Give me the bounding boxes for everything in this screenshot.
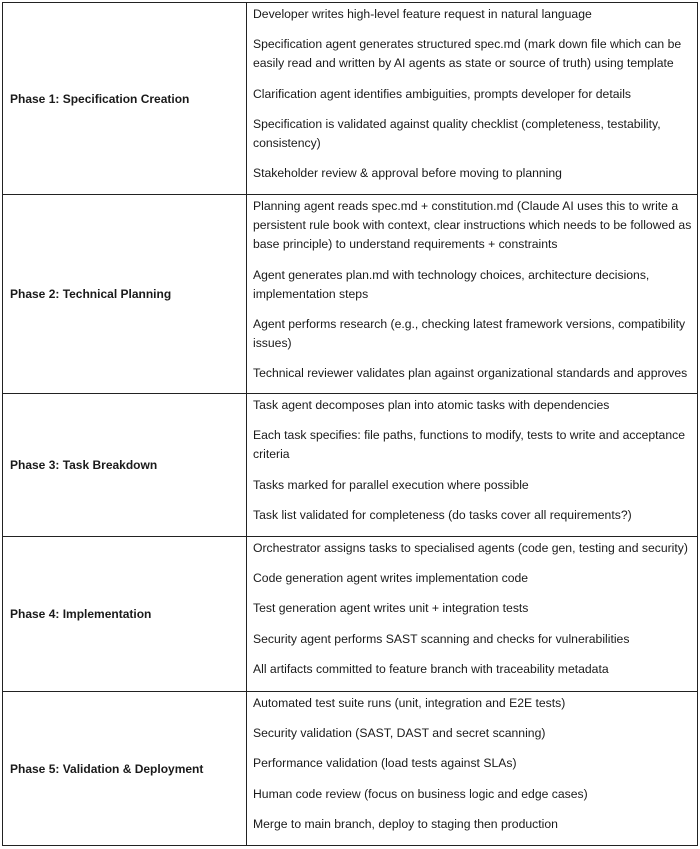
step: Code generation agent writes implementation code (253, 571, 529, 586)
phase-row-2 (3, 195, 698, 394)
step: Agent generates plan.md with technology choices, architecture decisions, implementation steps (253, 267, 650, 301)
step: Specification agent generates structured spec.md (mark down file which can be easily read and written by AI agents as state or source of truth) using template (253, 37, 682, 71)
step: Merge to main branch, deploy to staging then production (253, 816, 558, 831)
phase-title: Phase 3: Task Breakdown (3, 394, 247, 537)
phase-title: Phase 4: Implementation (3, 537, 247, 692)
phase-steps (247, 3, 698, 195)
step: Agent performs research (e.g., checking latest framework versions, compatibility issues) (253, 317, 686, 351)
phase-row-1 (3, 3, 698, 195)
step: Tasks marked for parallel execution where possible (253, 477, 529, 492)
step: Task agent decomposes plan into atomic tasks with dependencies (253, 398, 610, 412)
step: Specification is validated against quality checklist (completeness, testability, consistency) (253, 116, 661, 151)
step: Developer writes high-level feature request in natural language (253, 7, 592, 21)
step: Performance validation (load tests against SLAs) (253, 756, 517, 771)
phases-table (2, 2, 698, 846)
step: Each task specifies: file paths, functions to modify, tests to write and acceptance criteria (253, 428, 685, 462)
step: Security validation (SAST, DAST and secret scanning) (253, 726, 546, 741)
step: All artifacts committed to feature branch with traceability metadata (253, 661, 609, 676)
step: Technical reviewer validates plan against organizational standards and approves (253, 366, 688, 381)
step: Stakeholder review & approval before moving to planning (253, 166, 562, 181)
step: Task list validated for completeness (do tasks cover all requirements?) (253, 507, 632, 522)
phase-steps (247, 692, 698, 846)
phase-title: Phase 5: Validation & Deployment (3, 692, 247, 846)
phase-row-4 (3, 537, 698, 692)
step: Test generation agent writes unit + integration tests (253, 601, 529, 616)
phase-title: Phase 1: Specification Creation (3, 3, 247, 195)
phase-steps (247, 394, 698, 537)
step: Human code review (focus on business logic and edge cases) (253, 786, 588, 801)
phase-steps (247, 195, 698, 394)
step: Automated test suite runs (unit, integration and E2E tests) (253, 696, 566, 710)
step: Planning agent reads spec.md + constitution.md (Claude AI uses this to write a persistent rule book with context, clear instructions which needs to be followed as base principle) to understand requirements + constraints (253, 199, 692, 252)
step: Clarification agent identifies ambiguities, prompts developer for details (253, 86, 632, 101)
step: Security agent performs SAST scanning and checks for vulnerabilities (253, 631, 630, 646)
step: Orchestrator assigns tasks to specialised agents (code gen, testing and security) (253, 541, 688, 555)
phase-row-3 (3, 394, 698, 537)
phase-title: Phase 2: Technical Planning (3, 195, 247, 394)
phase-row-5 (3, 692, 698, 846)
phase-steps (247, 537, 698, 692)
